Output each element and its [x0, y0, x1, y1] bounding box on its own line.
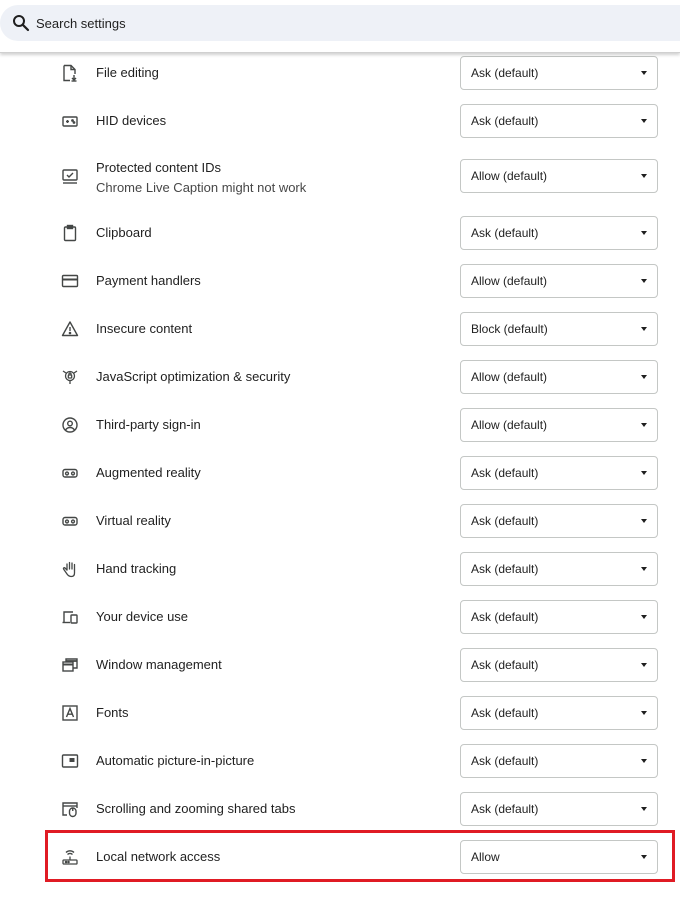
dropdown-arrow-icon	[641, 807, 647, 811]
file-edit-icon	[60, 63, 80, 83]
permission-select[interactable]	[460, 552, 658, 586]
setting-label: File editing	[96, 65, 159, 80]
devices-icon	[60, 607, 80, 627]
permission-select[interactable]	[460, 216, 658, 250]
setting-label: Payment handlers	[96, 273, 201, 288]
permission-select[interactable]	[460, 104, 658, 138]
dropdown-arrow-icon	[641, 711, 647, 715]
setting-row-insecure-content	[0, 309, 680, 349]
window-management-icon	[60, 655, 80, 675]
permission-select[interactable]	[460, 360, 658, 394]
javascript-security-icon	[60, 367, 80, 387]
setting-label: Hand tracking	[96, 561, 177, 576]
permission-select[interactable]	[460, 456, 658, 490]
setting-row-shared-tabs	[0, 789, 680, 829]
select-value: Ask (default)	[471, 466, 539, 480]
setting-label: HID devices	[96, 113, 167, 128]
select-value: Ask (default)	[471, 114, 539, 128]
setting-label: Clipboard	[96, 225, 152, 240]
dropdown-arrow-icon	[641, 615, 647, 619]
permission-select[interactable]	[460, 696, 658, 730]
dropdown-arrow-icon	[641, 423, 647, 427]
setting-label: Local network access	[96, 849, 221, 864]
setting-row-device-use	[0, 597, 680, 637]
permission-select[interactable]	[460, 408, 658, 442]
dropdown-arrow-icon	[641, 327, 647, 331]
ar-headset-icon	[60, 463, 80, 483]
select-value: Ask (default)	[471, 706, 539, 720]
setting-label: Automatic picture-in-picture	[96, 753, 255, 768]
select-value: Ask (default)	[471, 226, 539, 240]
permission-select[interactable]	[460, 264, 658, 298]
setting-row-picture-in-picture	[0, 741, 680, 781]
dropdown-arrow-icon	[641, 375, 647, 379]
setting-row-file-editing	[0, 53, 680, 93]
setting-row-javascript-optimization	[0, 357, 680, 397]
select-value: Ask (default)	[471, 802, 539, 816]
select-value: Ask (default)	[471, 610, 539, 624]
dropdown-arrow-icon	[641, 119, 647, 123]
setting-row-local-network-access	[0, 837, 680, 877]
select-value: Ask (default)	[471, 754, 539, 768]
setting-label: Scrolling and zooming shared tabs	[96, 801, 296, 816]
setting-row-payment-handlers	[0, 261, 680, 301]
dropdown-arrow-icon	[641, 174, 647, 178]
search-icon	[12, 14, 30, 32]
vr-headset-icon	[60, 511, 80, 531]
account-circle-icon	[60, 415, 80, 435]
dropdown-arrow-icon	[641, 471, 647, 475]
search-input[interactable]: Search settings	[36, 15, 126, 31]
permission-select[interactable]	[460, 159, 658, 193]
hand-icon	[60, 559, 80, 579]
select-value: Allow (default)	[471, 370, 548, 384]
setting-row-augmented-reality	[0, 453, 680, 493]
dropdown-arrow-icon	[641, 71, 647, 75]
payment-card-icon	[60, 271, 80, 291]
dropdown-arrow-icon	[641, 519, 647, 523]
setting-row-hid-devices	[0, 101, 680, 141]
select-value: Allow (default)	[471, 274, 548, 288]
setting-row-window-management	[0, 645, 680, 685]
setting-row-fonts	[0, 693, 680, 733]
dropdown-arrow-icon	[641, 663, 647, 667]
setting-row-clipboard	[0, 213, 680, 253]
clipboard-icon	[60, 223, 80, 243]
select-value: Ask (default)	[471, 658, 539, 672]
select-value: Allow	[471, 850, 500, 864]
setting-row-hand-tracking	[0, 549, 680, 589]
setting-label: Augmented reality	[96, 465, 201, 480]
dropdown-arrow-icon	[641, 231, 647, 235]
permission-select[interactable]	[460, 504, 658, 538]
setting-row-protected-content	[0, 149, 680, 203]
dropdown-arrow-icon	[641, 567, 647, 571]
select-value: Allow (default)	[471, 169, 548, 183]
search-bar[interactable]	[0, 5, 680, 41]
dropdown-arrow-icon	[641, 855, 647, 859]
setting-label: Virtual reality	[96, 513, 171, 528]
setting-row-third-party-sign-in	[0, 405, 680, 445]
picture-in-picture-icon	[60, 751, 80, 771]
hid-icon	[60, 111, 80, 131]
setting-label: Your device use	[96, 609, 189, 624]
select-value: Ask (default)	[471, 514, 539, 528]
select-value: Ask (default)	[471, 562, 539, 576]
select-value: Allow (default)	[471, 418, 548, 432]
permission-select[interactable]	[460, 744, 658, 778]
router-icon	[60, 847, 80, 867]
warning-icon	[60, 319, 80, 339]
setting-row-virtual-reality	[0, 501, 680, 541]
protected-content-icon	[60, 166, 80, 186]
setting-label: Third-party sign-in	[96, 417, 201, 432]
permission-select[interactable]	[460, 312, 658, 346]
permission-select[interactable]	[460, 56, 658, 90]
dropdown-arrow-icon	[641, 279, 647, 283]
dropdown-arrow-icon	[641, 759, 647, 763]
search-header	[0, 0, 680, 53]
permission-select[interactable]	[460, 840, 658, 874]
font-icon	[60, 703, 80, 723]
setting-label: Insecure content	[96, 321, 193, 336]
permission-select[interactable]	[460, 600, 658, 634]
shared-tab-mouse-icon	[60, 799, 80, 819]
setting-label: JavaScript optimization & security	[96, 369, 291, 384]
select-value: Block (default)	[471, 322, 548, 336]
permission-select[interactable]	[460, 792, 658, 826]
select-value: Ask (default)	[471, 66, 539, 80]
setting-label: Window management	[96, 657, 222, 672]
setting-label: Fonts	[96, 705, 129, 720]
setting-label: Protected content IDs	[96, 160, 222, 175]
permission-select[interactable]	[460, 648, 658, 682]
setting-sublabel: Chrome Live Caption might not work	[96, 180, 307, 195]
